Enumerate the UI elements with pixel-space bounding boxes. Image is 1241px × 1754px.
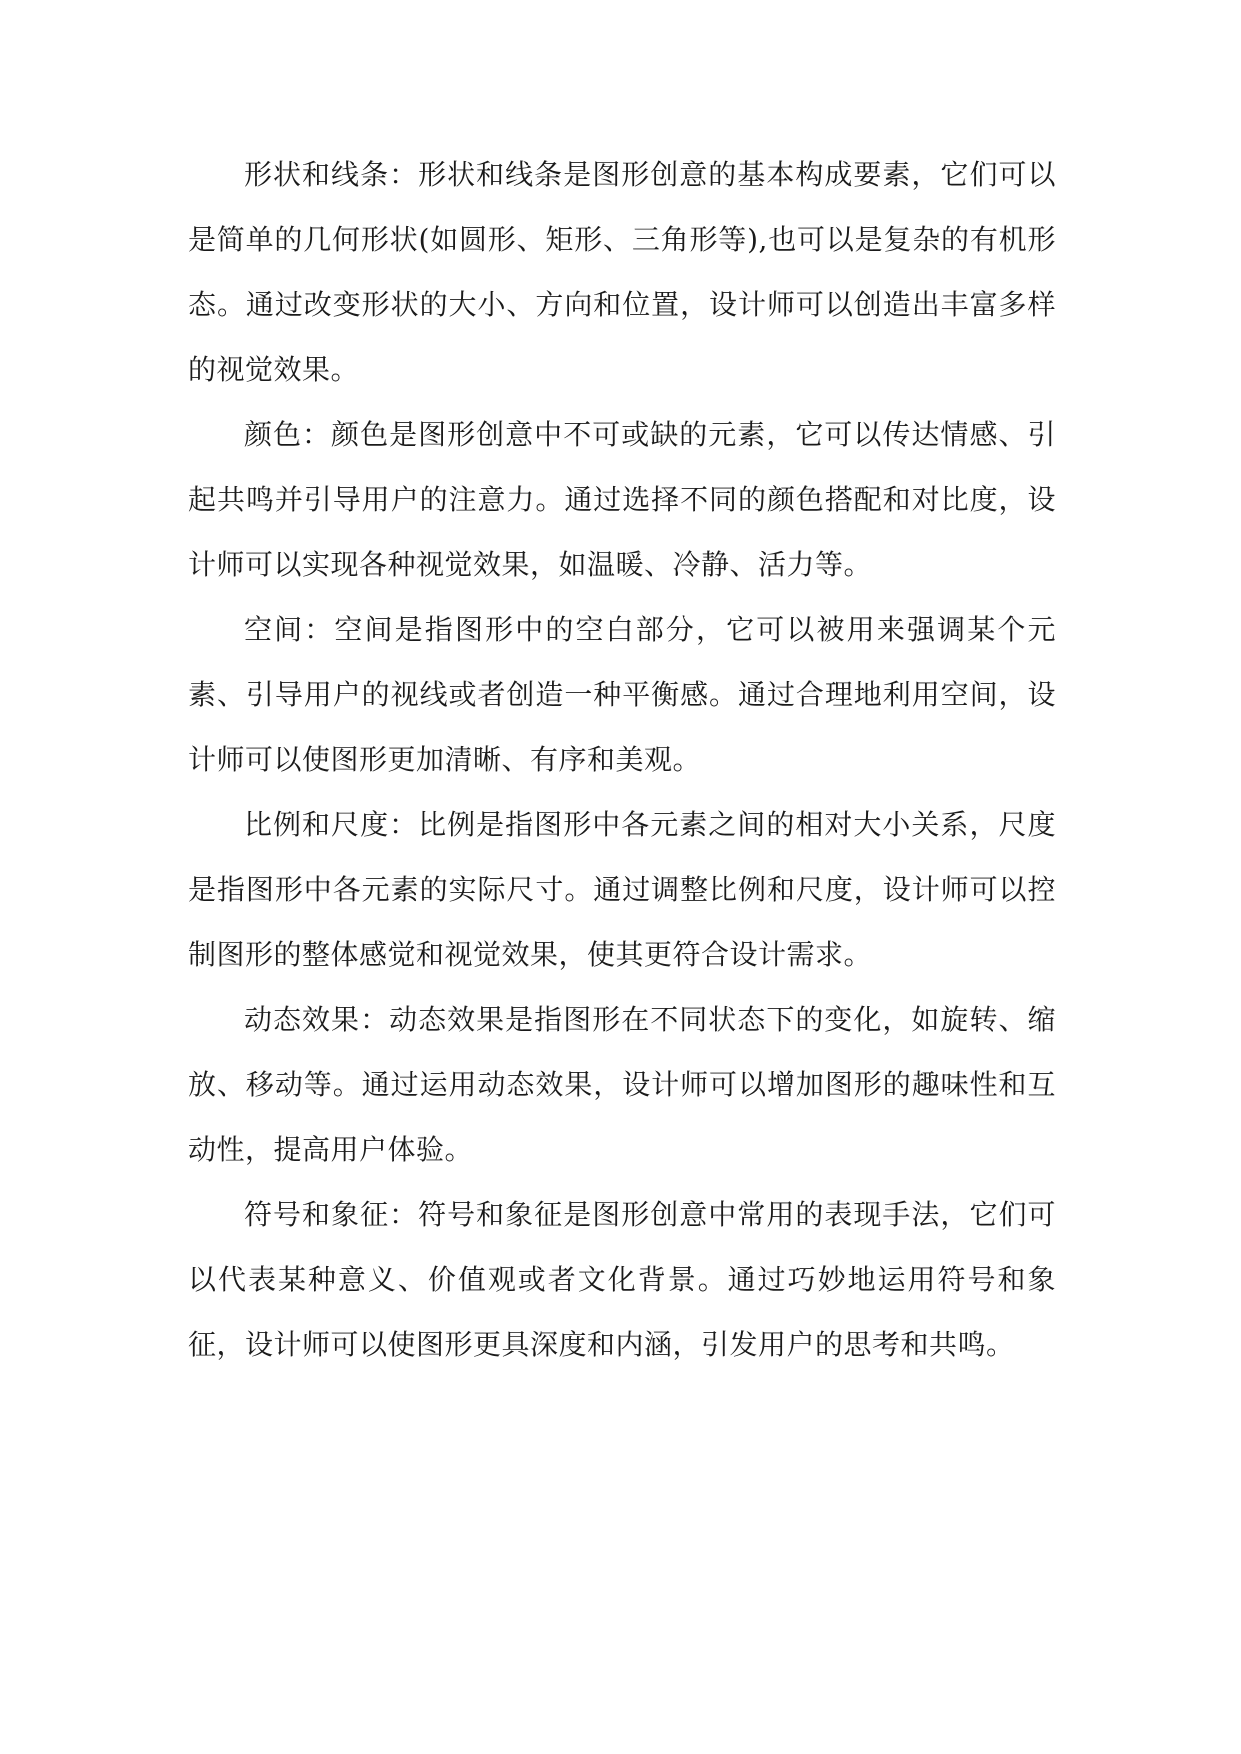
paragraph-color: 颜色：颜色是图形创意中不可或缺的元素，它可以传达情感、引起共鸣并引导用户的注意力。通过选择不同的颜色搭配和对比度，设计师可以实现各种视觉效果，如温暖、冷静、活力等。 <box>188 418 1056 581</box>
document-body <box>188 142 1056 1377</box>
paragraph-symbols: 符号和象征：符号和象征是图形创意中常用的表现手法，它们可以代表某种意义、价值观或者文化背景。通过巧妙地运用符号和象征，设计师可以使图形更具深度和内涵，引发用户的思考和共鸣。 <box>188 1198 1056 1361</box>
paragraph-shapes-lines: 形状和线条：形状和线条是图形创意的基本构成要素，它们可以是简单的几何形状(如圆形、矩形、三角形等),也可以是复杂的有机形态。通过改变形状的大小、方向和位置，设计师可以创造出丰富多样的视觉效果。 <box>188 158 1056 386</box>
paragraph-proportion-scale: 比例和尺度：比例是指图形中各元素之间的相对大小关系，尺度是指图形中各元素的实际尺寸。通过调整比例和尺度，设计师可以控制图形的整体感觉和视觉效果，使其更符合设计需求。 <box>188 808 1056 971</box>
paragraph-space: 空间：空间是指图形中的空白部分，它可以被用来强调某个元素、引导用户的视线或者创造一种平衡感。通过合理地利用空间，设计师可以使图形更加清晰、有序和美观。 <box>188 613 1056 776</box>
paragraph-dynamic-effects: 动态效果：动态效果是指图形在不同状态下的变化，如旋转、缩放、移动等。通过运用动态效果，设计师可以增加图形的趣味性和互动性，提高用户体验。 <box>188 1003 1056 1166</box>
